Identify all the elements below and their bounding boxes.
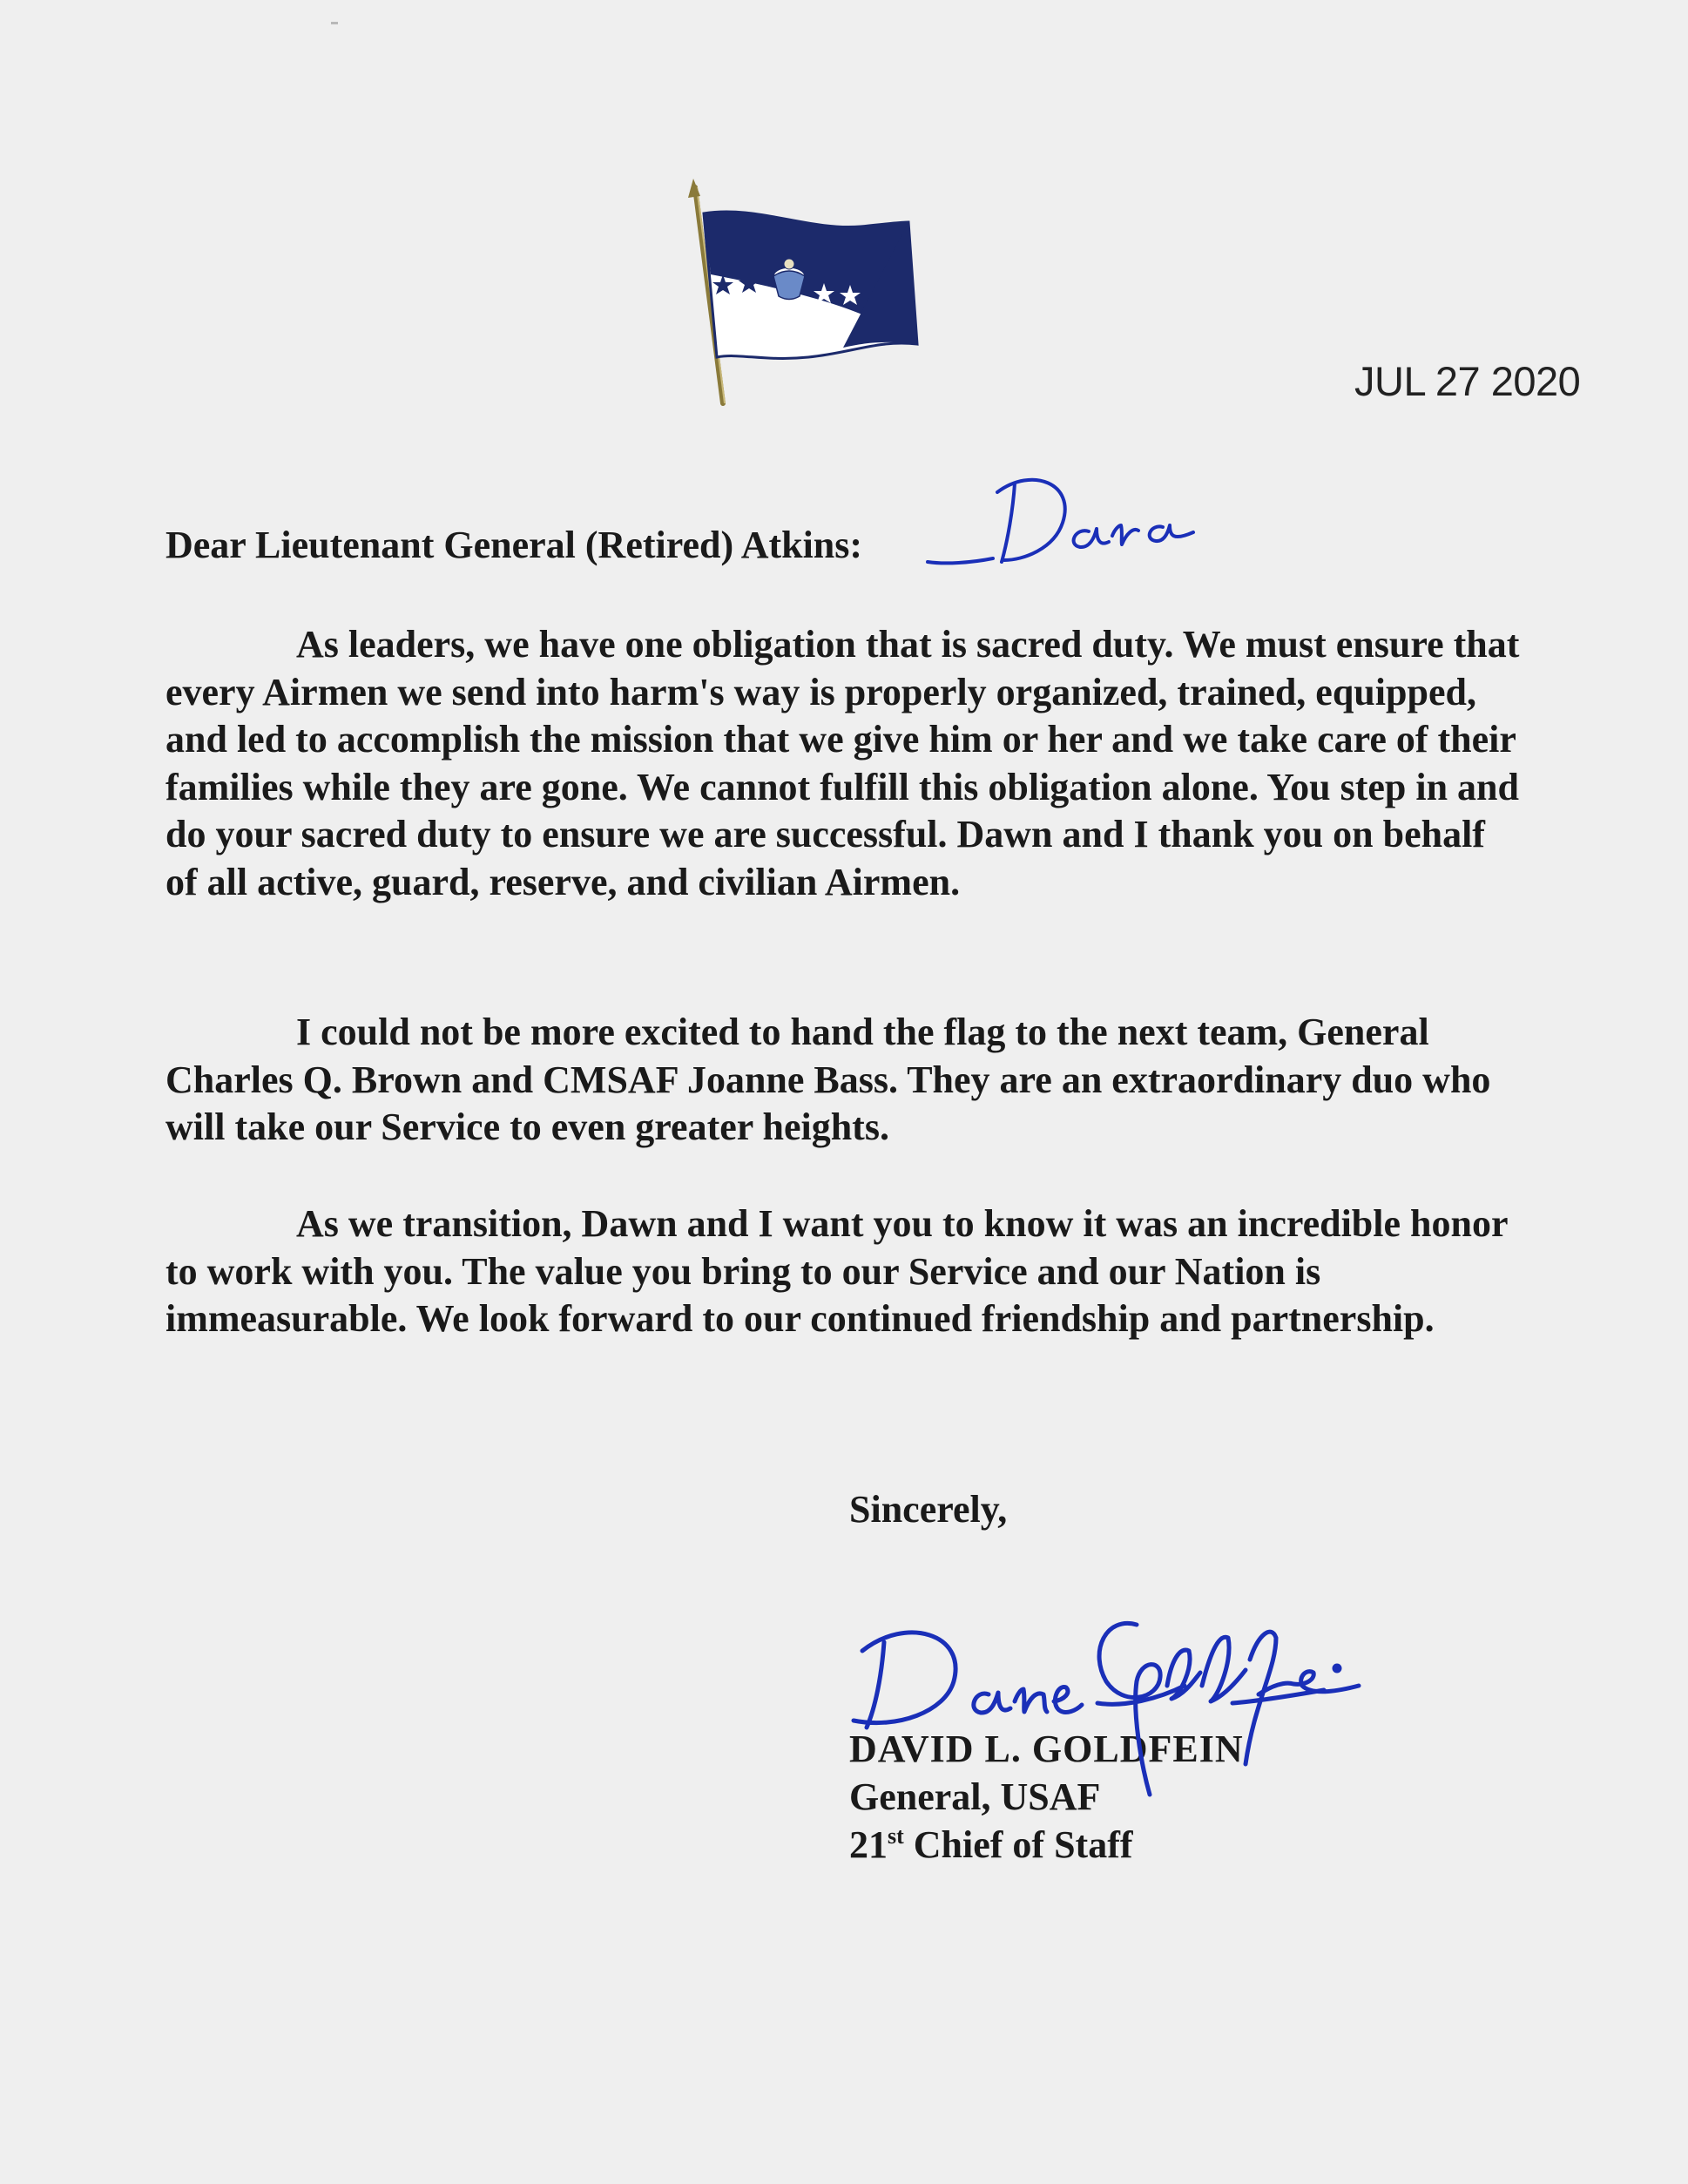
signer-name: DAVID L. GOLDFEIN [849,1728,1244,1770]
title-number: 21 [849,1823,888,1866]
signer-rank: General, USAF [849,1775,1101,1818]
body-paragraph-1: As leaders, we have one obligation that is sacred duty. We must ensure that every Airmen we send into harm's way is properly organized, trained, equipped, and led to accomplish the mission that we give him or her and we take care of their families while they are gone. We cannot fulfill this obligation alone. You step in and do your sacred duty to ensure we are successful. Dawn and I thank you on behalf of all active, guard, reserve, and civilian Airmen. [165,623,1520,903]
scan-speck [331,22,338,24]
salutation: Dear Lieutenant General (Retired) Atkins: [165,524,863,566]
closing: Sincerely, [849,1488,1008,1531]
body-paragraph-3: As we transition, Dawn and I want you to know it was an incredible honor to work with you. The value you bring to our Service and our Nation is immeasurable. We look forward to our continued friendship and partnership. [165,1202,1508,1340]
title-rest: Chief of Staff [903,1823,1133,1866]
chief-of-staff-flag-icon [678,179,930,414]
signer-title [849,1821,1244,1869]
title-suffix: st [888,1823,904,1849]
handwritten-greeting [910,457,1206,579]
handwritten-signature [836,1599,1376,1825]
letter-date: JUL 27 2020 [1354,358,1581,404]
body-paragraph-2: I could not be more excited to hand the flag to the next team, General Charles Q. Brown and CMSAF Joanne Bass. They are an extraordinary duo who will take our Service to even greater heights. [165,1011,1491,1148]
